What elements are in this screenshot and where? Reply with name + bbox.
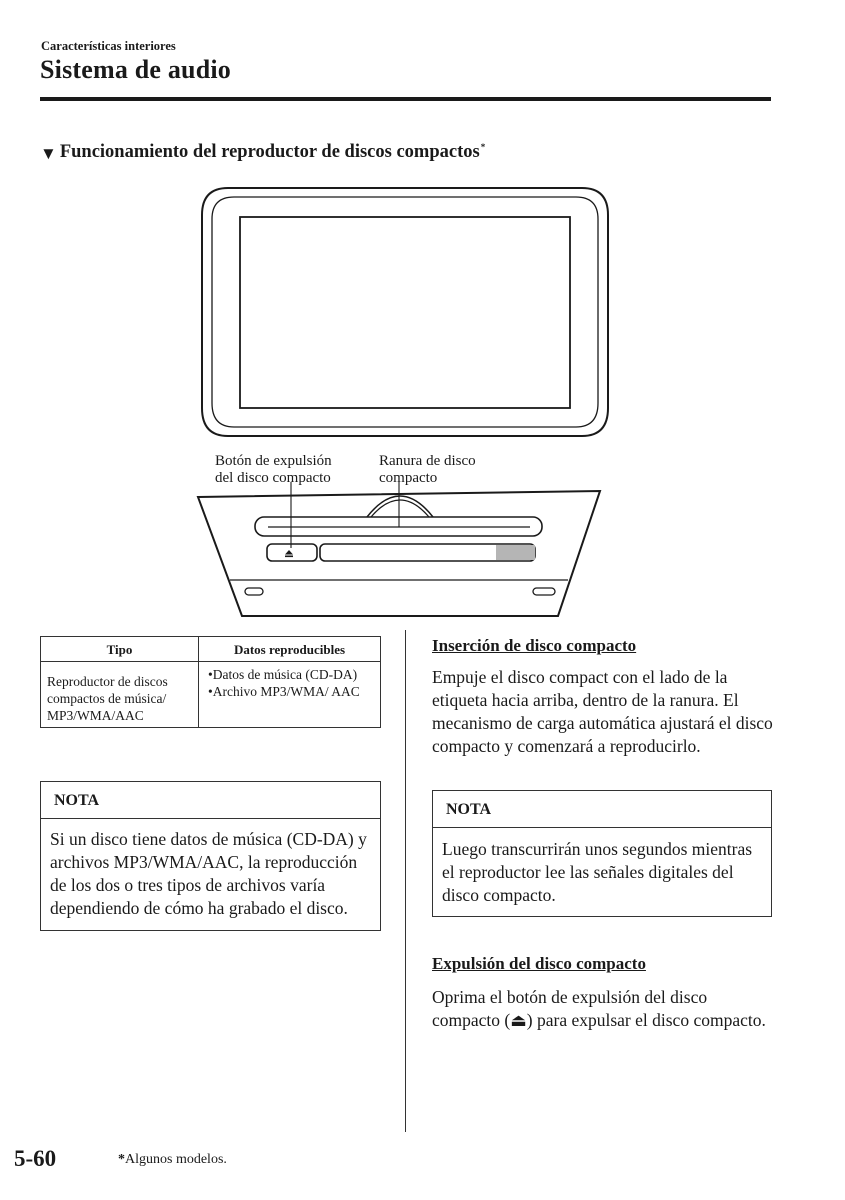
table-header-row bbox=[41, 637, 381, 662]
triangle-marker-icon: ▼ bbox=[40, 144, 57, 163]
column-divider bbox=[405, 630, 406, 1132]
footnote-text: Algunos modelos. bbox=[125, 1152, 227, 1167]
list-item: •Datos de música (CD-DA) bbox=[208, 667, 358, 682]
eject-icon bbox=[285, 550, 293, 557]
playable-data-table bbox=[40, 636, 381, 728]
ejection-text-part2: ) para expulsar el disco compacto. bbox=[526, 1010, 766, 1030]
chapter-kicker: Características interiores bbox=[41, 39, 176, 53]
cd-player-diagram bbox=[190, 183, 620, 623]
eject-callout-line1: Botón de expulsión bbox=[215, 453, 332, 469]
eject-callout-line2: del disco compacto bbox=[215, 470, 331, 486]
insertion-heading: Inserción de disco compacto bbox=[432, 636, 637, 655]
eject-icon: ⏏ bbox=[510, 1010, 527, 1030]
footnote-mark: * bbox=[118, 1152, 125, 1167]
page-number: 5-60 bbox=[14, 1146, 57, 1171]
table-header-cell: Tipo bbox=[41, 637, 199, 662]
eject-button-callout bbox=[215, 453, 332, 487]
note-text: Luego transcurrirán unos segundos mientras el reproductor lee las señales digitales del disco compacto. bbox=[442, 839, 753, 905]
section-heading bbox=[40, 142, 485, 166]
slot-callout-line2: compacto bbox=[379, 470, 438, 486]
page-title: Sistema de audio bbox=[40, 55, 232, 84]
display-screen-unit bbox=[202, 188, 608, 436]
table-cell-type: Reproductor de discos compactos de música/ MP3/WMA/AAC bbox=[41, 662, 199, 728]
insertion-text: Empuje el disco compact con el lado de la etiqueta hacia arriba, dentro de la ranura. El mecanismo de carga automática ajustará el disco compacto y comenzará a reproducirlo. bbox=[432, 667, 773, 756]
section-footnote-mark: * bbox=[480, 142, 486, 152]
list-item: •Archivo MP3/WMA/ AAC bbox=[208, 684, 360, 699]
note-box-right bbox=[432, 790, 772, 917]
ejection-text bbox=[432, 986, 772, 1032]
section-title: Funcionamiento del reproductor de discos compactos bbox=[59, 142, 480, 162]
note-heading: NOTA bbox=[433, 791, 771, 828]
title-rule bbox=[40, 97, 771, 101]
table-cell-data bbox=[199, 662, 381, 728]
disc-slot-callout bbox=[379, 453, 476, 487]
slot-callout-line1: Ranura de disco bbox=[379, 453, 476, 469]
note-text: Si un disco tiene datos de música (CD-DA) y archivos MP3/WMA/AAC, la reproducción de los dos o tres tipos de archivos varía dependiendo de cómo ha grabado el disco. bbox=[50, 829, 367, 918]
note-box-left bbox=[40, 781, 381, 931]
table-row bbox=[41, 662, 381, 728]
table-header-cell: Datos reproducibles bbox=[199, 637, 381, 662]
note-heading: NOTA bbox=[41, 782, 380, 819]
ejection-text-part1: Oprima el botón de expulsión del disco compacto ( bbox=[432, 987, 708, 1030]
footnote bbox=[118, 1152, 227, 1168]
ejection-heading: Expulsión del disco compacto bbox=[432, 954, 646, 973]
